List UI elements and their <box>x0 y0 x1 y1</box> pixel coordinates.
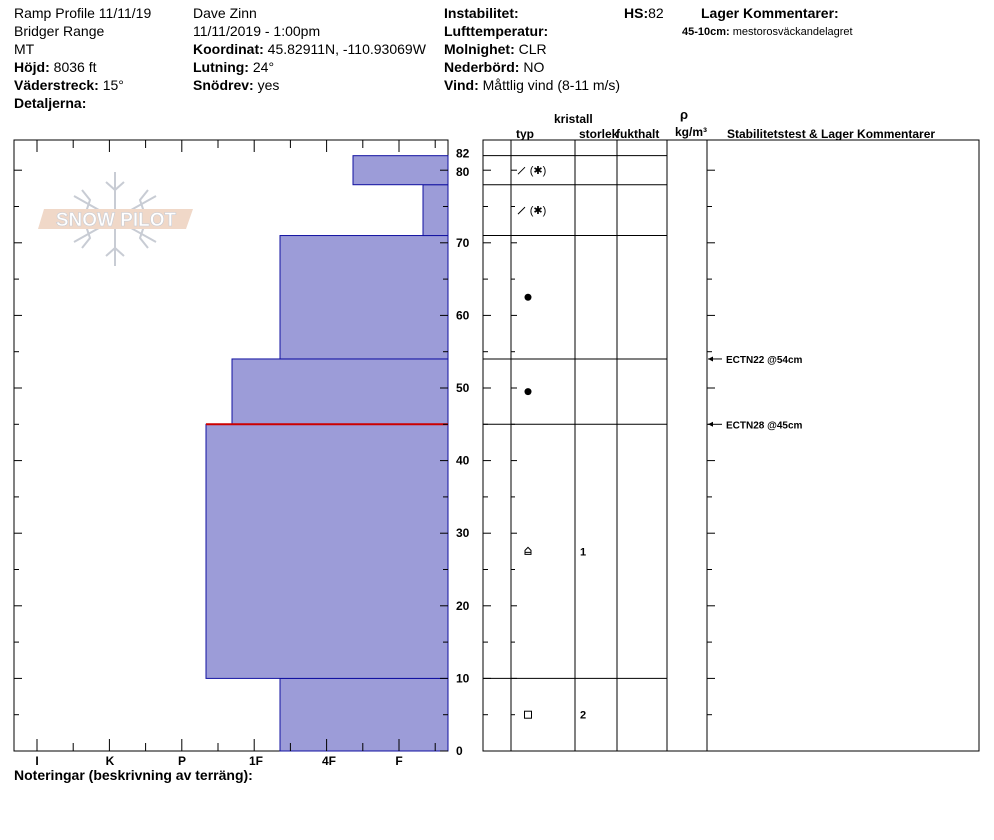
precip-label: Nederbörd: <box>444 59 520 75</box>
hardness-tick-label: 4F <box>321 754 337 768</box>
hardness-bars <box>206 156 448 751</box>
stability-arrow-head <box>708 356 713 361</box>
height-tick-label: 10 <box>456 671 470 686</box>
col-crystal-header: kristall <box>554 112 593 126</box>
state-name: MT <box>14 41 35 57</box>
slope-label: Lutning: <box>193 59 249 75</box>
hardness-bar <box>280 678 448 751</box>
hoar-outline <box>525 547 531 554</box>
col-stability-header: Stabilitetstest & Lager Kommentarer <box>727 127 936 141</box>
wind-label: Vind: <box>444 77 479 93</box>
profile-title: Ramp Profile 11/11/19 <box>14 5 152 21</box>
height-tick-label: 60 <box>456 308 470 323</box>
precip-particle-glyph: (✱) <box>529 165 547 178</box>
facet-symbol <box>525 711 532 718</box>
coordinate-label: Koordinat: <box>193 41 264 57</box>
layer-comment-text: mestorosväckandelagret <box>732 26 853 38</box>
hardness-bar <box>280 236 448 359</box>
hardness-bar <box>423 185 448 236</box>
height-tick-label: 30 <box>456 526 470 541</box>
height-tick-label: 0 <box>456 744 463 758</box>
hardness-tick-label: P <box>177 754 187 768</box>
wind-value: Måttlig vind (8-11 m/s) <box>482 77 621 93</box>
hardness-bar <box>353 156 448 185</box>
airtemp-label: Lufttemperatur: <box>444 23 549 39</box>
elevation-label: Höjd: <box>14 59 50 75</box>
range-name: Bridger Range <box>14 23 105 39</box>
height-tick-label: 80 <box>456 165 470 180</box>
precip-value: NO <box>523 59 545 75</box>
hardness-tick-label: I <box>35 754 39 768</box>
col-density-header: kg/m³ <box>675 125 708 139</box>
elevation-value: 8036 ft <box>53 59 97 75</box>
stability-test-label: ECTN28 @45cm <box>726 420 803 432</box>
col-size-header: storlek <box>579 127 619 141</box>
slash-stroke <box>518 167 525 174</box>
coordinate-value: 45.82911N, -110.93069W <box>267 41 426 57</box>
layer-comment-range: 45-10cm: <box>682 26 730 38</box>
stability-test-label: ECTN22 @54cm <box>726 354 803 366</box>
col-type-header: typ <box>516 127 534 141</box>
hs-label: HS: <box>624 5 649 21</box>
observer-name: Dave Zinn <box>193 5 257 21</box>
drift-value: yes <box>257 77 280 93</box>
drift-label: Snödrev: <box>193 77 254 93</box>
slope-value: 24° <box>252 59 275 75</box>
crystal-size-label: 2 <box>580 709 587 722</box>
height-tick-label: 50 <box>456 381 470 395</box>
melt-form-symbol <box>525 388 532 395</box>
details-label: Detaljerna: <box>14 95 87 111</box>
crystal-type-symbol <box>518 205 546 217</box>
table-frame <box>483 140 979 751</box>
instability-label: Instabilitet: <box>444 5 519 21</box>
hardness-tick-label: F <box>395 754 403 768</box>
crystal-size-label: 1 <box>580 546 587 559</box>
col-moisture-header: fukthalt <box>616 127 660 141</box>
stability-test-markers <box>708 355 803 431</box>
hardness-tick-label: K <box>105 754 115 768</box>
cloud-value: CLR <box>518 41 547 57</box>
col-rho-header: ρ <box>680 107 689 122</box>
snowpilot-logo <box>38 172 193 266</box>
layer-table <box>483 140 979 751</box>
slash-stroke <box>518 207 525 214</box>
melt-form-symbol <box>525 294 532 301</box>
hardness-bar <box>232 359 448 424</box>
notes-label: Noteringar (beskrivning av terräng): <box>14 767 253 783</box>
height-tick-label: 70 <box>456 235 470 250</box>
hardness-bar <box>206 424 448 678</box>
aspect-value: 15° <box>102 77 124 93</box>
layer-comments-label: Lager Kommentarer: <box>701 5 839 21</box>
crystal-symbols <box>518 165 586 722</box>
observation-datetime: 11/11/2019 - 1:00pm <box>193 23 321 39</box>
crystal-type-symbol <box>518 165 546 177</box>
stability-arrow-head <box>708 422 713 427</box>
cloud-label: Molnighet: <box>444 41 515 57</box>
height-tick-label: 82 <box>456 146 470 161</box>
height-tick-label: 40 <box>456 453 470 468</box>
hardness-tick-label: 1F <box>248 754 264 768</box>
height-tick-label: 20 <box>456 598 470 613</box>
precip-particle-glyph: (✱) <box>529 205 547 218</box>
logo-text: SNOW PILOT <box>55 210 177 231</box>
depth-hoar-symbol <box>525 547 531 554</box>
hs-value: 82 <box>648 5 664 21</box>
aspect-label: Väderstreck: <box>14 77 99 93</box>
